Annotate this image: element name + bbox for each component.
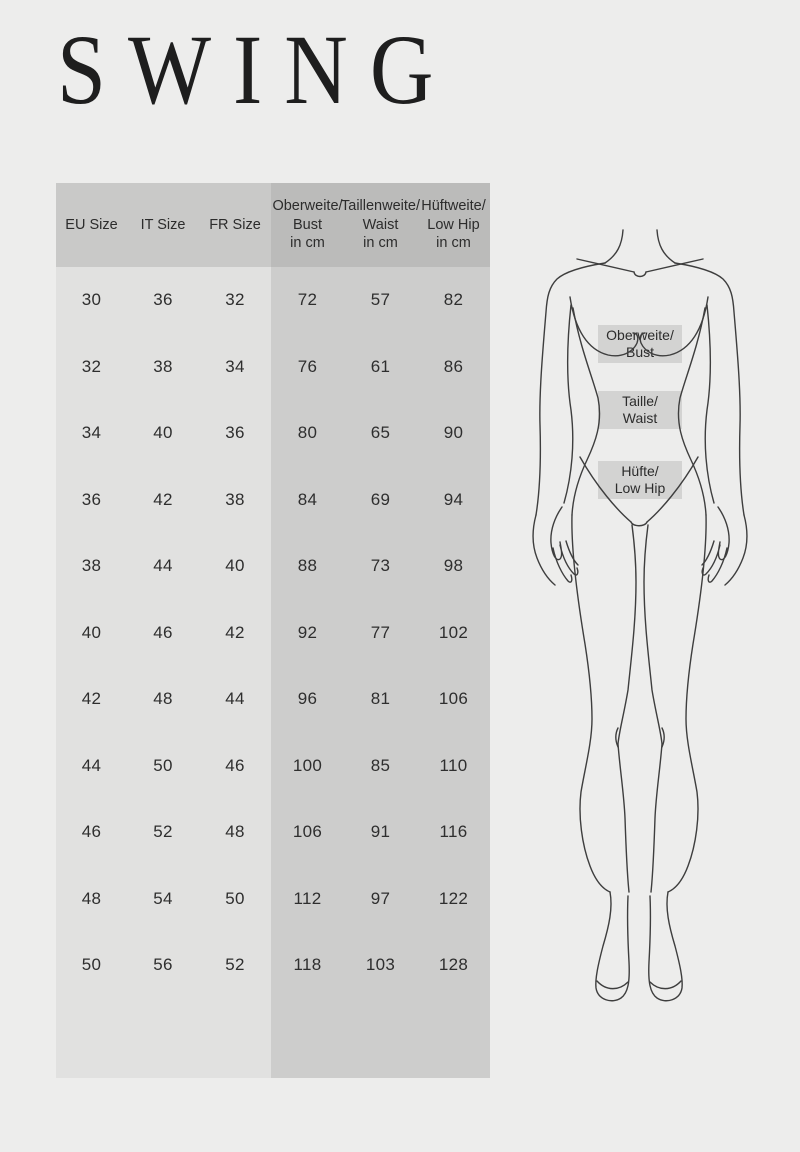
- size-cell-eu: 30: [81, 290, 102, 310]
- leg-inner-left: [618, 525, 636, 892]
- toe-line-left: [597, 981, 628, 989]
- size-cell-eu: 36: [81, 489, 102, 509]
- size-cell-it: 50: [153, 755, 173, 775]
- size-cell-bust: 92: [297, 622, 318, 642]
- leg-outer-left: [572, 515, 610, 892]
- size-cell-it: 36: [153, 290, 173, 310]
- shoulder-arm-outer-left: [536, 263, 605, 515]
- size-cell-fr: 36: [225, 423, 245, 443]
- collarbone-left-line: [577, 259, 634, 272]
- size-cell-bust: 88: [297, 556, 318, 576]
- bust-curve-left: [570, 297, 638, 356]
- size-cell-low-hip: 82: [443, 290, 464, 310]
- size-cell-low-hip: 122: [438, 888, 469, 908]
- leg-inner-right: [644, 525, 662, 892]
- header-line-hip-en: Low Hip: [427, 216, 480, 233]
- size-cell-fr: 44: [225, 689, 245, 709]
- bust-label-line1: Oberweite/: [606, 326, 674, 343]
- size-cell-bust: 106: [292, 822, 323, 842]
- size-cell-bust: 112: [293, 888, 322, 908]
- leg-outer-right: [668, 515, 706, 892]
- torso-side-right: [678, 308, 706, 515]
- size-cell-low-hip: 106: [438, 689, 469, 709]
- bikini-line-right: [647, 457, 698, 522]
- size-cell-it: 54: [153, 888, 173, 908]
- size-cell-eu: 32: [81, 356, 102, 376]
- size-cell-fr: 38: [225, 489, 245, 509]
- size-cell-it: 40: [153, 423, 173, 443]
- size-cell-eu: 44: [81, 755, 102, 775]
- size-cell-low-hip: 116: [439, 822, 468, 842]
- toe-line-right: [650, 981, 681, 989]
- header-line-hip-de: Hüftweite/: [421, 198, 486, 215]
- header-line-hip-unit: in cm: [436, 235, 471, 252]
- collarbone-notch: [634, 272, 646, 277]
- foot-left: [596, 892, 629, 1001]
- size-cell-waist: 57: [370, 290, 391, 310]
- brand-logo: SWING: [57, 14, 456, 125]
- size-cell-eu: 42: [81, 689, 102, 709]
- size-cell-fr: 40: [225, 556, 245, 576]
- hip-label-line2: Low Hip: [614, 480, 666, 496]
- size-table: [56, 183, 490, 1078]
- shoulder-arm-outer-right: [675, 263, 744, 515]
- header-line-bust-de: Oberweite/: [272, 198, 343, 215]
- hand-right: [702, 507, 747, 585]
- size-cell-bust: 96: [297, 689, 318, 709]
- column-header-eu-size: EU Size: [65, 217, 118, 233]
- size-cell-bust: 72: [297, 290, 318, 310]
- foot-right: [649, 892, 682, 1001]
- knee-crease-left: [616, 728, 618, 747]
- size-cell-eu: 46: [81, 822, 102, 842]
- size-cell-low-hip: 94: [443, 489, 464, 509]
- header-line-bust-unit: in cm: [290, 235, 325, 252]
- size-cell-waist: 81: [370, 689, 391, 709]
- size-cell-it: 42: [153, 489, 173, 509]
- header-line-waist-en: Waist: [362, 216, 399, 233]
- bust-label-line2: Bust: [625, 344, 654, 360]
- size-cell-low-hip: 128: [438, 955, 469, 975]
- waist-measurement-label: [598, 391, 682, 429]
- size-cell-waist: 69: [370, 489, 391, 509]
- neck-left-line: [605, 230, 623, 263]
- size-cell-waist: 85: [370, 755, 391, 775]
- size-cell-it: 38: [153, 356, 173, 376]
- knee-crease-right: [662, 728, 664, 747]
- size-cell-bust: 100: [292, 755, 323, 775]
- size-cell-waist: 77: [370, 622, 391, 642]
- waist-label-line1: Taille/: [622, 392, 658, 409]
- size-cell-waist: 61: [370, 356, 391, 376]
- size-cell-low-hip: 86: [443, 356, 464, 376]
- size-cell-eu: 40: [81, 622, 102, 642]
- size-cell-bust: 84: [297, 489, 318, 509]
- size-cell-fr: 46: [225, 755, 245, 775]
- arm-inner-right: [705, 305, 714, 503]
- header-line-waist-de: Taillenweite/: [341, 198, 420, 215]
- column-header-bust: [271, 183, 344, 267]
- size-cell-it: 48: [153, 689, 173, 709]
- size-cell-low-hip: 110: [439, 755, 468, 775]
- column-header-it-size: IT Size: [140, 217, 186, 233]
- size-table-grid: [56, 183, 490, 999]
- size-cell-eu: 38: [81, 556, 102, 576]
- size-cell-fr: 50: [225, 888, 245, 908]
- size-cell-waist: 73: [370, 556, 391, 576]
- size-cell-it: 56: [153, 955, 173, 975]
- size-cell-fr: 34: [225, 356, 245, 376]
- bikini-bottom-line: [631, 522, 647, 526]
- size-cell-eu: 48: [81, 888, 102, 908]
- size-cell-bust: 118: [293, 955, 322, 975]
- header-line-bust-en: Bust: [292, 216, 322, 233]
- arm-inner-left: [564, 305, 573, 503]
- size-cell-it: 44: [153, 556, 173, 576]
- size-cell-eu: 34: [81, 423, 102, 443]
- bust-curve-right: [640, 297, 708, 356]
- size-cell-bust: 80: [297, 423, 318, 443]
- size-cell-eu: 50: [81, 955, 102, 975]
- bust-measurement-label: [598, 325, 682, 363]
- size-cell-waist: 65: [370, 423, 391, 443]
- size-cell-waist: 97: [370, 888, 391, 908]
- hip-measurement-label: [598, 461, 682, 499]
- size-cell-fr: 52: [225, 955, 245, 975]
- bikini-line-left: [580, 457, 631, 522]
- size-cell-fr: 32: [225, 290, 245, 310]
- size-cell-low-hip: 90: [443, 423, 464, 443]
- waist-label-line2: Waist: [622, 410, 658, 426]
- size-cell-waist: 91: [370, 822, 391, 842]
- header-line-waist-unit: in cm: [363, 235, 398, 252]
- size-cell-waist: 103: [365, 955, 396, 975]
- size-cell-fr: 48: [225, 822, 245, 842]
- size-cell-low-hip: 98: [443, 556, 464, 576]
- size-cell-it: 46: [153, 622, 173, 642]
- hand-left: [533, 507, 578, 585]
- hip-label-line1: Hüfte/: [621, 462, 659, 479]
- size-cell-fr: 42: [225, 622, 245, 642]
- collarbone-right-line: [646, 259, 703, 272]
- neck-right-line: [657, 230, 675, 263]
- female-body-outline-illustration: [530, 222, 770, 1012]
- size-cell-it: 52: [153, 822, 173, 842]
- torso-side-left: [572, 308, 600, 515]
- size-cell-low-hip: 102: [438, 622, 469, 642]
- column-header-waist: [341, 183, 420, 267]
- column-header-fr-size: FR Size: [209, 217, 261, 233]
- column-header-low-hip: [417, 183, 490, 267]
- size-cell-bust: 76: [297, 356, 318, 376]
